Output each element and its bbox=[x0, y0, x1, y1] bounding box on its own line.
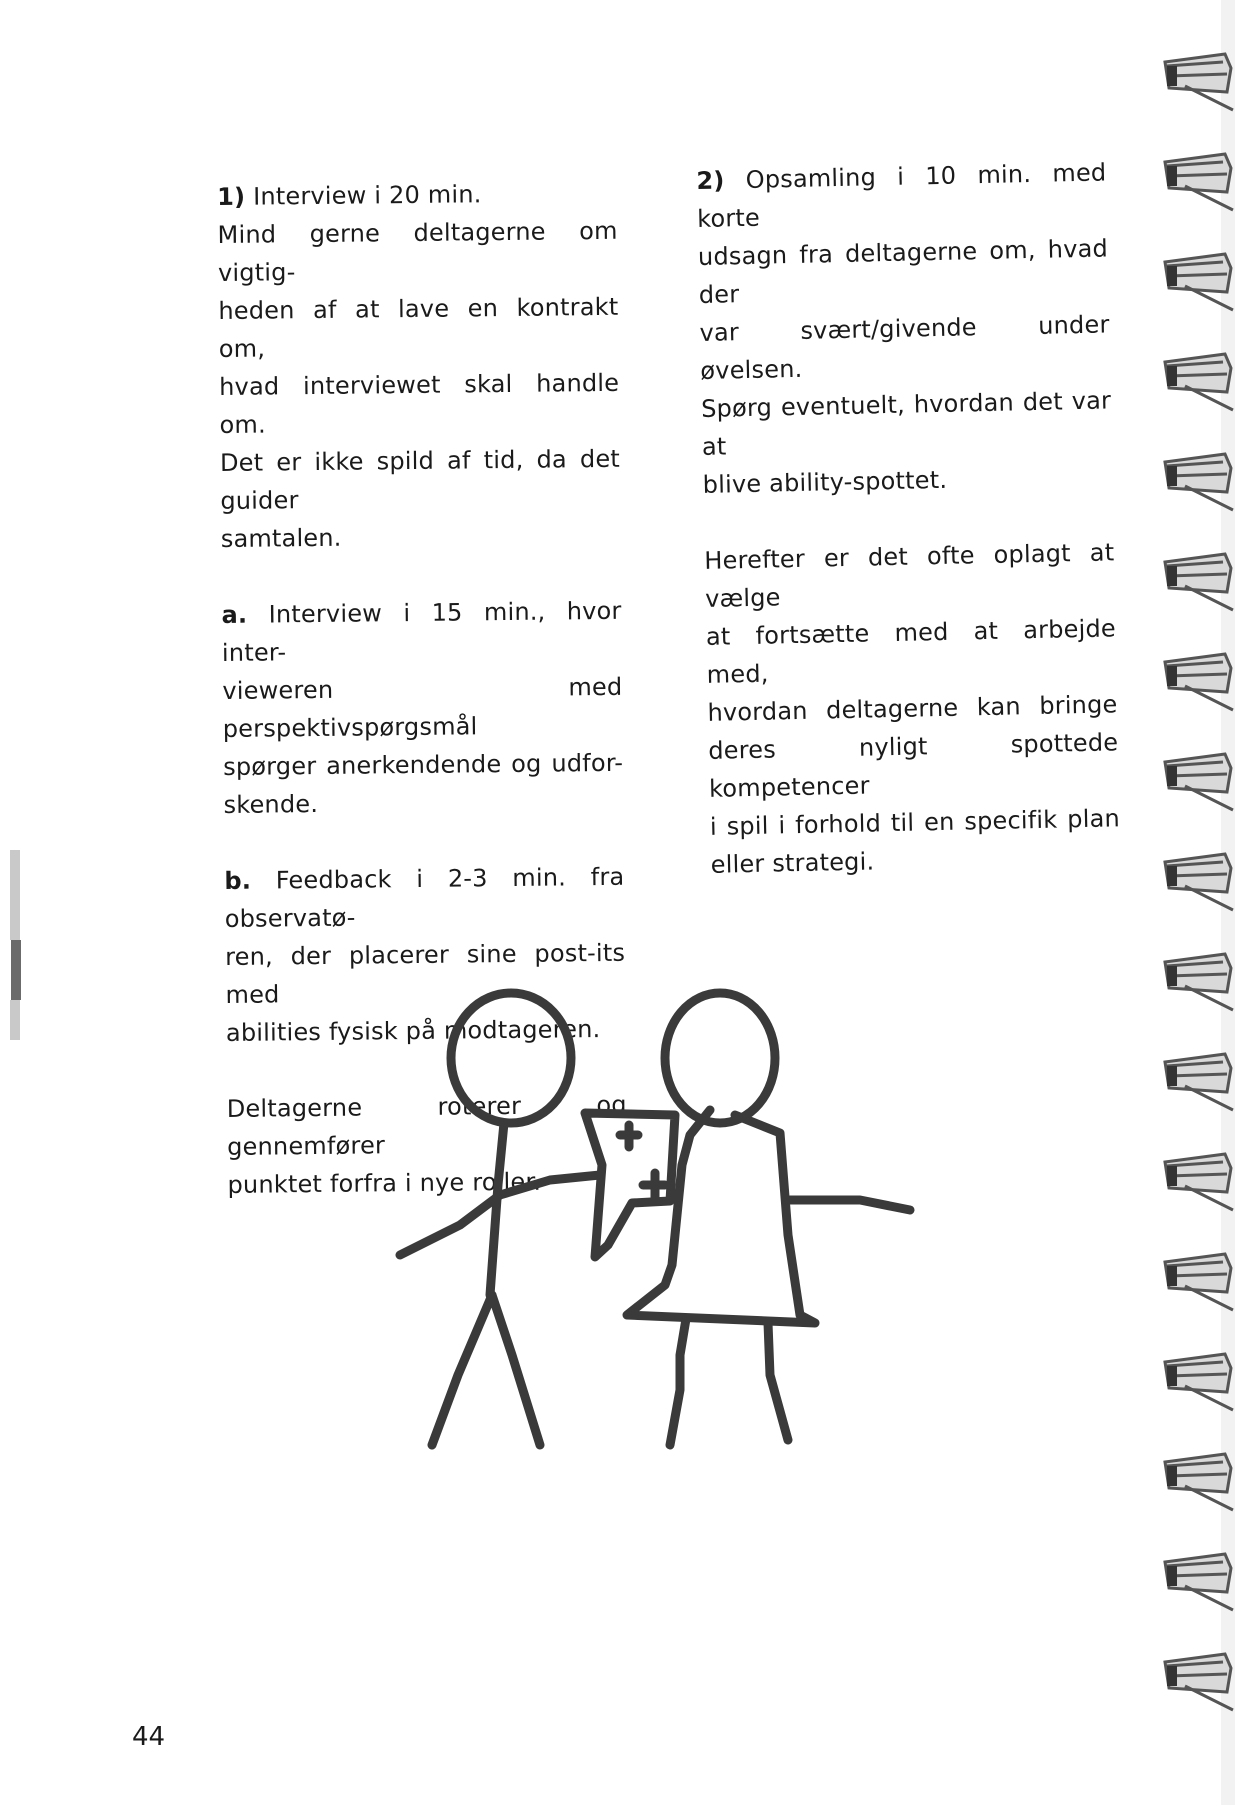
spiral-binding-icon bbox=[1155, 0, 1235, 1805]
left-figure-leg-right bbox=[492, 1295, 540, 1445]
section-2-line: blive ability-spottet. bbox=[702, 465, 948, 499]
right-figure-head bbox=[665, 993, 775, 1123]
left-figure-head bbox=[451, 993, 571, 1123]
section-a-line: vieweren med perspektivspørgsmål bbox=[222, 672, 623, 743]
section-2-heading bbox=[696, 153, 1108, 238]
left-figure-body bbox=[490, 1123, 504, 1295]
section-b-heading bbox=[224, 858, 625, 938]
right-column bbox=[696, 153, 1121, 883]
section-2-marker: 2) bbox=[696, 166, 725, 195]
section-2-first-line: Opsamling i 10 min. med korte bbox=[696, 158, 1107, 233]
left-figure-leg-left bbox=[432, 1295, 492, 1445]
after-line: hvordan deltagerne kan bringe bbox=[707, 690, 1118, 727]
after-line: eller strategi. bbox=[710, 847, 875, 879]
section-a-heading bbox=[221, 592, 622, 672]
section-1-marker: 1) bbox=[217, 182, 246, 211]
right-figure-leg-right bbox=[768, 1323, 788, 1440]
section-1-line: heden af at lave en kontrakt om, bbox=[218, 292, 619, 363]
section-2-line: udsagn fra deltagerne om, hvad der bbox=[697, 234, 1109, 309]
section-1-line: samtalen. bbox=[220, 523, 342, 553]
stick-figures-with-plus-note-icon bbox=[380, 985, 940, 1465]
section-1-line: Det er ikke spild af tid, da det guider bbox=[219, 444, 621, 515]
section-b-line: ren, der placerer sine post-its med bbox=[225, 938, 626, 1009]
after-line: at fortsætte med at arbejde med, bbox=[705, 614, 1117, 689]
page-number: 44 bbox=[132, 1722, 166, 1752]
section-a bbox=[221, 592, 623, 824]
section-1-title: Interview i 20 min. bbox=[245, 180, 482, 211]
section-a-marker: a. bbox=[221, 600, 248, 629]
section-b-line: abilities fysisk på modtageren. bbox=[225, 1015, 601, 1047]
after-paragraph bbox=[704, 533, 1121, 884]
plus-sign bbox=[620, 1125, 638, 1147]
section-1-line: hvad interviewet skal handle om. bbox=[219, 368, 620, 439]
rotate-line: Deltagerne roterer og gennemfører bbox=[226, 1090, 627, 1161]
right-figure-dress bbox=[627, 1110, 815, 1323]
section-1-line: Mind gerne deltagerne om vigtig- bbox=[217, 216, 618, 287]
plus-sign bbox=[643, 1173, 665, 1198]
right-figure-arm bbox=[790, 1200, 910, 1210]
after-line: deres nyligt spottede kompetencer bbox=[708, 728, 1119, 803]
section-2-line: Spørg eventuelt, hvordan det var at bbox=[700, 386, 1112, 461]
section-1 bbox=[217, 174, 621, 558]
section-b-first-line: Feedback i 2-3 min. fra observatø- bbox=[224, 862, 625, 933]
page-edge-marks bbox=[8, 850, 24, 1040]
section-1-heading bbox=[217, 174, 617, 216]
section-a-line: spørger anerkendende og udfor- bbox=[223, 748, 624, 781]
section-a-line: skende. bbox=[223, 789, 319, 819]
section-b-marker: b. bbox=[224, 866, 252, 895]
rotate-line: punktet forfra i nye roller. bbox=[227, 1167, 542, 1199]
right-figure-leg-left bbox=[670, 1319, 686, 1445]
section-2-line: var svært/givende under øvelsen. bbox=[699, 310, 1110, 385]
after-line: i spil i forhold til en specifik plan bbox=[709, 804, 1121, 841]
section-a-first-line: Interview i 15 min., hvor inter- bbox=[221, 596, 622, 667]
after-line: Herefter er det ofte oplagt at vælge bbox=[704, 538, 1115, 613]
section-2 bbox=[696, 153, 1113, 504]
